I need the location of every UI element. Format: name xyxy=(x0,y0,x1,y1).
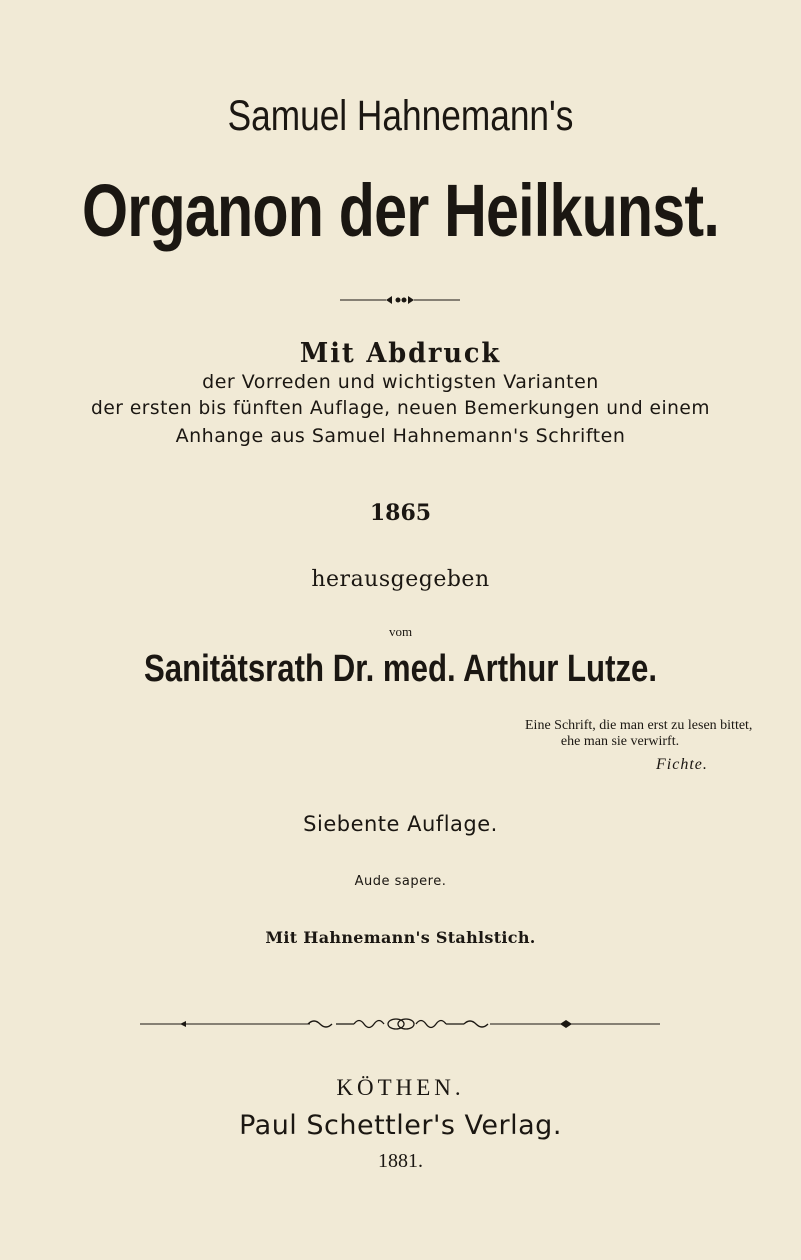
imprint-place: KÖTHEN. xyxy=(336,1075,465,1100)
ornamental-rule xyxy=(140,1016,660,1032)
edition: Siebente Auflage. xyxy=(303,812,498,836)
engraving-note: Mit Hahnemann's Stahlstich. xyxy=(265,928,536,947)
subtitle-line: der Vorreden und wichtigsten Varianten xyxy=(202,371,599,393)
epigraph-line: Eine Schrift, die man erst zu lesen bittet, xyxy=(525,718,753,733)
publisher: Paul Schettler's Verlag. xyxy=(239,1110,562,1141)
editor-name: Sanitätsrath Dr. med. Arthur Lutze. xyxy=(143,648,658,690)
publication-year: 1881. xyxy=(378,1150,423,1172)
subtitle-heading: Mit Abdruck xyxy=(299,338,502,369)
small-ornament-divider xyxy=(330,290,470,310)
author-line: Samuel Hahnemann's xyxy=(227,92,574,140)
subtitle-line: Anhange aus Samuel Hahnemann's Schriften xyxy=(175,425,626,447)
year: 1865 xyxy=(369,500,432,526)
motto: Aude sapere. xyxy=(354,874,447,889)
epigraph-line: ehe man sie verwirft. xyxy=(560,734,680,749)
epigraph xyxy=(525,718,753,750)
editor-preposition: vom xyxy=(388,624,413,639)
subtitle-line: der ersten bis fünften Auflage, neuen Bemerkungen und einem xyxy=(91,398,710,419)
epigraph-author: Fichte. xyxy=(656,756,708,773)
editor-intro: herausgegeben xyxy=(311,567,490,592)
book-title: Organon der Heilkunst. xyxy=(82,169,719,252)
